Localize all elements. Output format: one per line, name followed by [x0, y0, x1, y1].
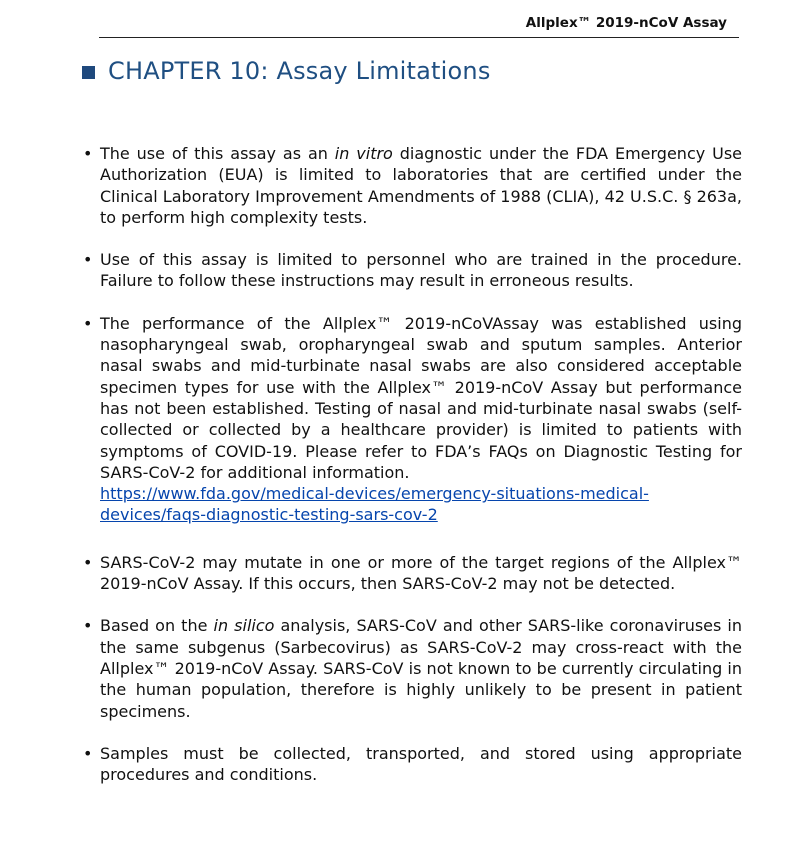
bullet-dot-icon: •	[83, 144, 93, 163]
bullet-text: Samples must be collected, transported, and stored using appropriate procedures and conditions.	[100, 743, 742, 785]
bullet-dot-icon: •	[83, 743, 93, 763]
chapter-heading	[82, 55, 491, 87]
bullet-dot-icon: •	[83, 250, 93, 270]
list-item	[80, 743, 742, 786]
fda-faq-link[interactable]	[100, 484, 649, 524]
chapter-title: CHAPTER 10: Assay Limitations	[108, 57, 491, 85]
bullet-text-pre: The use of this assay as an	[100, 144, 335, 163]
link-line-1: https://www.fda.gov/medical-devices/emergency-situations-medical-	[100, 484, 649, 504]
bullet-dot-icon: •	[83, 552, 93, 572]
bullet-text: SARS-CoV-2 may mutate in one or more of the target regions of the Allplex™ 2019-nCoV Assay. If this occurs, then SARS-CoV-2 may not be detected.	[100, 552, 742, 594]
list-item	[80, 313, 742, 526]
bullet-text-post: analysis, SARS-CoV and other SARS-like coronaviruses in the same subgenus (Sarbecovirus) as SARS-CoV-2 may cross-react with the Allplex™ 2019-nCoV Assay. SARS-CoV is not known to be currently circulating in the human population, therefore is highly unlikely to be present in patient specimens.	[100, 616, 743, 721]
list-item	[80, 552, 742, 595]
bullet-text-italic: in silico	[213, 616, 275, 636]
bullet-text-post: diagnostic under the FDA Emergency Use Authorization (EUA) is limited to laboratories that are certified under the Clinical Laboratory Improvement Amendments of 1988 (CLIA), 42 U.S.C. § 263a, to perform high complexity tests.	[100, 144, 742, 227]
list-item	[80, 615, 742, 721]
limitations-list	[80, 143, 742, 806]
bullet-text-pre: Based on the	[100, 616, 214, 636]
bullet-text-italic: in vitro	[334, 144, 393, 163]
bullet-dot-icon: •	[83, 616, 93, 636]
bullet-text: Use of this assay is limited to personnel who are trained in the procedure. Failure to follow these instructions may result in erroneous results.	[100, 250, 742, 291]
list-item	[80, 249, 742, 292]
link-line-2: devices/faqs-diagnostic-testing-sars-cov-2	[100, 505, 438, 525]
page-header	[99, 14, 739, 38]
square-bullet-icon	[82, 66, 95, 79]
bullet-text: The performance of the Allplex™ 2019-nCoVAssay was established using nasopharyngeal swab, oropharyngeal swab and sputum samples. Anterior nasal swabs and mid-turbinate nasal swabs are also considered acceptable specimen types for use with the Allplex™ 2019-nCoV Assay but performance has not been established. Testing of nasal and mid-turbinate nasal swabs (self-collected or collected by a healthcare provider) is limited to patients with symptoms of COVID-19. Please refer to FDA’s FAQs on Diagnostic Testing for SARS-CoV-2 for additional information.	[100, 313, 742, 482]
running-title: Allplex™ 2019-nCoV Assay	[525, 15, 727, 31]
bullet-dot-icon: •	[83, 313, 93, 333]
list-item	[80, 143, 742, 228]
